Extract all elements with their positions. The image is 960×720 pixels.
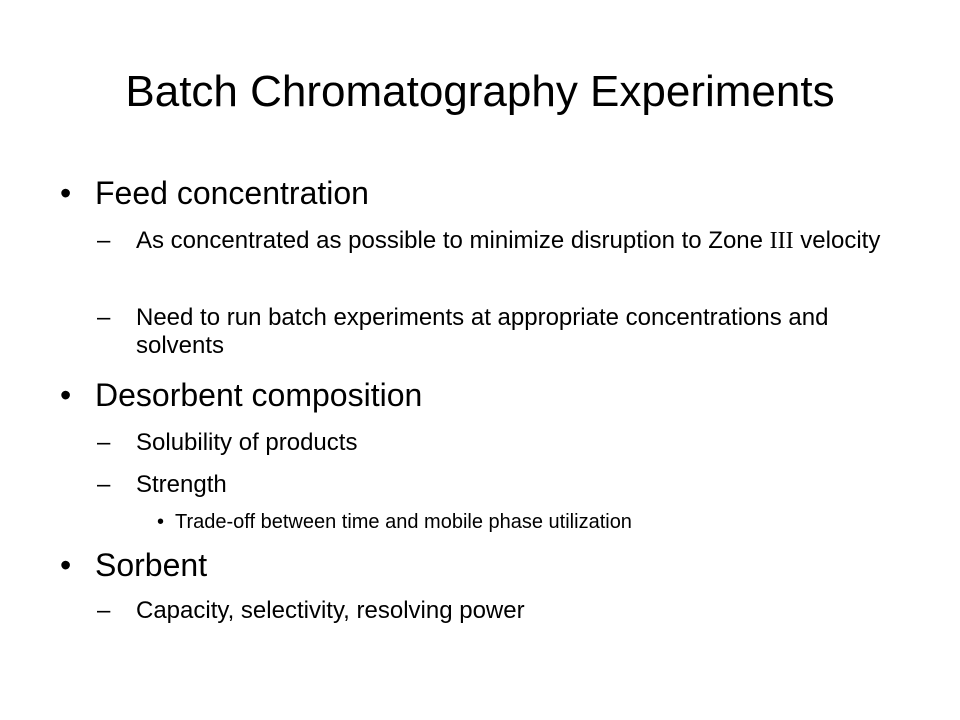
sub-bullet-strength: [97, 471, 897, 499]
sub-bullet-text: Capacity, selectivity, resolving power: [136, 597, 525, 624]
sub-bullet-solubility: [97, 429, 897, 457]
dash-icon: –: [97, 597, 111, 624]
bullet-text: Sorbent: [95, 547, 208, 583]
sub-sub-bullet-trade-off: [157, 510, 632, 534]
sub-sub-bullet-text: Trade-off between time and mobile phase utilization: [175, 511, 632, 533]
sub-bullet-concentrated: [97, 227, 897, 255]
sub-bullet-text: Solubility of products: [136, 429, 358, 456]
sub-bullet-text: As concentrated as possible to minimize disruption to Zone III velocity: [136, 227, 881, 254]
bullet-icon: •: [60, 175, 72, 211]
sub-bullet-batch-experiments: [97, 304, 897, 360]
sub-bullet-text: Strength: [136, 471, 227, 498]
dash-icon: –: [97, 227, 111, 254]
bullet-text: Feed concentration: [95, 175, 369, 211]
dash-icon: –: [97, 304, 111, 331]
sub-bullet-capacity: [97, 597, 897, 625]
slide-title: Batch Chromatography Experiments: [125, 67, 835, 116]
bullet-icon: •: [157, 511, 165, 533]
sub-bullet-text: Need to run batch experiments at appropriate concentrations and solvents: [136, 304, 829, 359]
roman-numeral: III: [769, 228, 794, 254]
bullet-icon: •: [60, 377, 72, 413]
dash-icon: –: [97, 471, 111, 498]
bullet-icon: •: [60, 547, 72, 583]
dash-icon: –: [97, 429, 111, 456]
bullet-text: Desorbent composition: [95, 377, 423, 413]
